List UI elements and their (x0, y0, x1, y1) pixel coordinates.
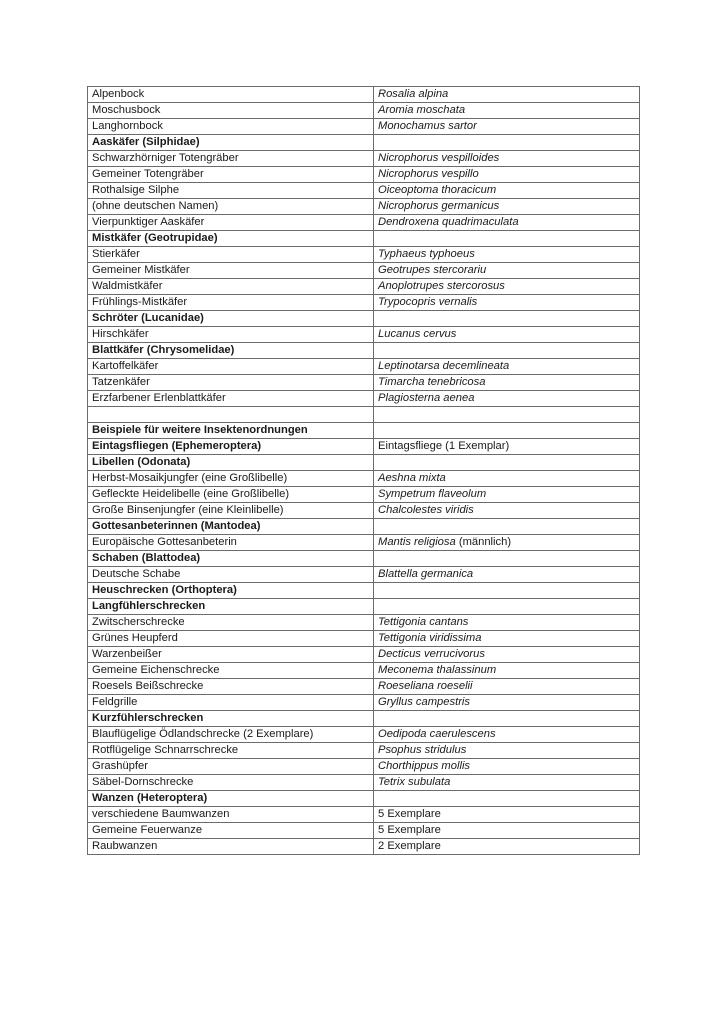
common-name-cell: Grashüpfer (88, 759, 374, 775)
table-row (88, 119, 640, 135)
note-text: 5 Exemplare (378, 824, 441, 836)
common-name-cell: Gefleckte Heidelibelle (eine Großlibelle) (88, 487, 374, 503)
table-row (88, 487, 640, 503)
common-name-cell: Raubwanzen (88, 839, 374, 855)
species-table-body (88, 87, 640, 855)
group-heading-cell: Blattkäfer (Chrysomelidae) (88, 343, 374, 359)
scientific-name: Oiceoptoma thoracicum (378, 184, 497, 196)
scientific-name-cell (374, 791, 640, 807)
common-name-cell: Große Binsenjungfer (eine Kleinlibelle) (88, 503, 374, 519)
scientific-name-cell (374, 359, 640, 375)
scientific-name: Leptinotarsa decemlineata (378, 360, 510, 372)
scientific-name-cell (374, 391, 640, 407)
section-heading-row (88, 519, 640, 535)
scientific-name: Sympetrum flaveolum (378, 488, 487, 500)
scientific-name-cell (374, 519, 640, 535)
table-row (88, 679, 640, 695)
scientific-name: Aromia moschata (378, 104, 466, 116)
scientific-name: Chorthippus mollis (378, 760, 471, 772)
scientific-name: Lucanus cervus (378, 328, 457, 340)
table-row (88, 391, 640, 407)
scientific-name: Gryllus campestris (378, 696, 471, 708)
scientific-name: Aeshna mixta (378, 472, 446, 484)
scientific-name: Roeseliana roeselii (378, 680, 473, 692)
table-row (88, 567, 640, 583)
scientific-name-cell (374, 279, 640, 295)
species-table (87, 86, 640, 855)
table-row (88, 439, 640, 455)
note-cell (374, 823, 640, 839)
scientific-name-cell (374, 663, 640, 679)
section-heading-row (88, 135, 640, 151)
section-heading-row (88, 231, 640, 247)
common-name-cell: Kartoffelkäfer (88, 359, 374, 375)
section-heading-row (88, 583, 640, 599)
section-heading-row (88, 423, 640, 439)
table-row (88, 663, 640, 679)
scientific-name: Nicrophorus germanicus (378, 200, 500, 212)
scientific-name-cell (374, 743, 640, 759)
note-text: 2 Exemplare (378, 840, 441, 852)
scientific-name-cell (374, 711, 640, 727)
common-name-cell: Stierkäfer (88, 247, 374, 263)
table-row (88, 295, 640, 311)
group-heading-cell: Kurzfühlerschrecken (88, 711, 374, 727)
common-name-cell: Warzenbeißer (88, 647, 374, 663)
scientific-name-cell (374, 631, 640, 647)
table-row (88, 263, 640, 279)
scientific-name-cell (374, 647, 640, 663)
section-heading-row (88, 343, 640, 359)
table-row (88, 743, 640, 759)
common-name-cell: Langhornbock (88, 119, 374, 135)
common-name-cell: Frühlings-Mistkäfer (88, 295, 374, 311)
scientific-name-cell (374, 583, 640, 599)
common-name-cell: Deutsche Schabe (88, 567, 374, 583)
table-row (88, 695, 640, 711)
group-heading-cell: Eintagsfliegen (Ephemeroptera) (88, 439, 374, 455)
scientific-name: Anoplotrupes stercorosus (378, 280, 505, 292)
scientific-name-cell (374, 167, 640, 183)
table-row (88, 279, 640, 295)
scientific-name-cell (374, 615, 640, 631)
table-row (88, 839, 640, 855)
scientific-name-cell (374, 695, 640, 711)
scientific-name: Chalcolestes viridis (378, 504, 474, 516)
table-row (88, 151, 640, 167)
table-row (88, 375, 640, 391)
section-heading-row (88, 791, 640, 807)
table-row (88, 535, 640, 551)
scientific-name-cell (374, 487, 640, 503)
table-row (88, 823, 640, 839)
common-name-cell: Feldgrille (88, 695, 374, 711)
sex-note: (männlich) (455, 536, 512, 548)
group-heading-cell: Mistkäfer (Geotrupidae) (88, 231, 374, 247)
scientific-name-cell (374, 215, 640, 231)
table-row (88, 247, 640, 263)
common-name-cell: Herbst-Mosaikjungfer (eine Großlibelle) (88, 471, 374, 487)
scientific-name: Nicrophorus vespillo (378, 168, 479, 180)
note-cell (374, 439, 640, 455)
scientific-name-cell (374, 119, 640, 135)
table-row (88, 615, 640, 631)
common-name-cell: (ohne deutschen Namen) (88, 199, 374, 215)
scientific-name: Meconema thalassinum (378, 664, 497, 676)
scientific-name: Oedipoda caerulescens (378, 728, 496, 740)
scientific-name: Nicrophorus vespilloides (378, 152, 500, 164)
scientific-name: Typhaeus typhoeus (378, 248, 475, 260)
common-name-cell: Gemeine Eichenschrecke (88, 663, 374, 679)
table-row (88, 471, 640, 487)
scientific-name-cell (374, 423, 640, 439)
scientific-name-cell (374, 567, 640, 583)
table-row (88, 327, 640, 343)
common-name-cell: Blauflügelige Ödlandschrecke (2 Exemplare) (88, 727, 374, 743)
table-row (88, 647, 640, 663)
scientific-name-cell (374, 503, 640, 519)
table-row (88, 759, 640, 775)
table-row (88, 631, 640, 647)
table-row (88, 359, 640, 375)
common-name-cell: Rotflügelige Schnarrschrecke (88, 743, 374, 759)
section-heading-row (88, 551, 640, 567)
common-name-cell: Gemeiner Mistkäfer (88, 263, 374, 279)
scientific-name-cell (374, 311, 640, 327)
scientific-name-cell (374, 679, 640, 695)
common-name-cell: Hirschkäfer (88, 327, 374, 343)
common-name-cell: Vierpunktiger Aaskäfer (88, 215, 374, 231)
section-heading-row (88, 455, 640, 471)
common-name-cell: Schwarzhörniger Totengräber (88, 151, 374, 167)
common-name-cell: Waldmistkäfer (88, 279, 374, 295)
scientific-name-cell (374, 151, 640, 167)
scientific-name-cell (374, 327, 640, 343)
scientific-name: Tetrix subulata (378, 776, 451, 788)
table-row (88, 87, 640, 103)
scientific-name: Tettigonia cantans (378, 616, 469, 628)
scientific-name-cell (374, 295, 640, 311)
note-text: 5 Exemplare (378, 808, 441, 820)
section-heading-row (88, 311, 640, 327)
scientific-name-cell (374, 455, 640, 471)
group-heading-cell: Schaben (Blattodea) (88, 551, 374, 567)
scientific-name-cell (374, 199, 640, 215)
table-row (88, 183, 640, 199)
common-name-cell: Europäische Gottesanbeterin (88, 535, 374, 551)
common-name-cell: Alpenbock (88, 87, 374, 103)
common-name-cell: Tatzenkäfer (88, 375, 374, 391)
scientific-name-cell (374, 135, 640, 151)
table-row (88, 727, 640, 743)
scientific-name-cell (374, 759, 640, 775)
table-row (88, 407, 640, 423)
scientific-name-cell (374, 183, 640, 199)
scientific-name-cell (374, 535, 640, 551)
common-name-cell: Grünes Heupferd (88, 631, 374, 647)
scientific-name: Timarcha tenebricosa (378, 376, 486, 388)
scientific-name-cell (374, 87, 640, 103)
group-heading-cell: Beispiele für weitere Insektenordnungen (88, 423, 374, 439)
common-name-cell: Moschusbock (88, 103, 374, 119)
scientific-name: Decticus verrucivorus (378, 648, 485, 660)
scientific-name: Geotrupes stercorariu (378, 264, 487, 276)
note-cell (374, 807, 640, 823)
table-row (88, 775, 640, 791)
scientific-name: Dendroxena quadrimaculata (378, 216, 519, 228)
common-name-cell: Rothalsige Silphe (88, 183, 374, 199)
group-heading-cell: Wanzen (Heteroptera) (88, 791, 374, 807)
common-name-cell: Gemeine Feuerwanze (88, 823, 374, 839)
common-name-cell (88, 407, 374, 423)
scientific-name: Rosalia alpina (378, 88, 449, 100)
scientific-name: Psophus stridulus (378, 744, 467, 756)
scientific-name: Tettigonia viridissima (378, 632, 482, 644)
scientific-name: Mantis religiosa (378, 536, 456, 548)
scientific-name: Trypocopris vernalis (378, 296, 478, 308)
table-row (88, 199, 640, 215)
scientific-name-cell (374, 407, 640, 423)
scientific-name-cell (374, 551, 640, 567)
scientific-name-cell (374, 599, 640, 615)
group-heading-cell: Schröter (Lucanidae) (88, 311, 374, 327)
group-heading-cell: Aaskäfer (Silphidae) (88, 135, 374, 151)
common-name-cell: Erzfarbener Erlenblattkäfer (88, 391, 374, 407)
scientific-name-cell (374, 103, 640, 119)
scientific-name-cell (374, 263, 640, 279)
scientific-name-cell (374, 727, 640, 743)
table-row (88, 503, 640, 519)
table-row (88, 215, 640, 231)
scientific-name-cell (374, 247, 640, 263)
scientific-name: Blattella germanica (378, 568, 474, 580)
section-heading-row (88, 711, 640, 727)
note-cell (374, 839, 640, 855)
scientific-name-cell (374, 231, 640, 247)
group-heading-cell: Libellen (Odonata) (88, 455, 374, 471)
note-text: Eintagsfliege (1 Exemplar) (378, 440, 510, 452)
table-row (88, 807, 640, 823)
scientific-name: Plagiosterna aenea (378, 392, 475, 404)
section-heading-row (88, 599, 640, 615)
group-heading-cell: Gottesanbeterinnen (Mantodea) (88, 519, 374, 535)
table-row (88, 167, 640, 183)
scientific-name-cell (374, 775, 640, 791)
scientific-name-cell (374, 471, 640, 487)
common-name-cell: Zwitscherschrecke (88, 615, 374, 631)
common-name-cell: verschiedene Baumwanzen (88, 807, 374, 823)
common-name-cell: Gemeiner Totengräber (88, 167, 374, 183)
table-row (88, 103, 640, 119)
group-heading-cell: Langfühlerschrecken (88, 599, 374, 615)
scientific-name: Monochamus sartor (378, 120, 477, 132)
common-name-cell: Roesels Beißschrecke (88, 679, 374, 695)
group-heading-cell: Heuschrecken (Orthoptera) (88, 583, 374, 599)
scientific-name-cell (374, 343, 640, 359)
scientific-name-cell (374, 375, 640, 391)
common-name-cell: Säbel-Dornschrecke (88, 775, 374, 791)
